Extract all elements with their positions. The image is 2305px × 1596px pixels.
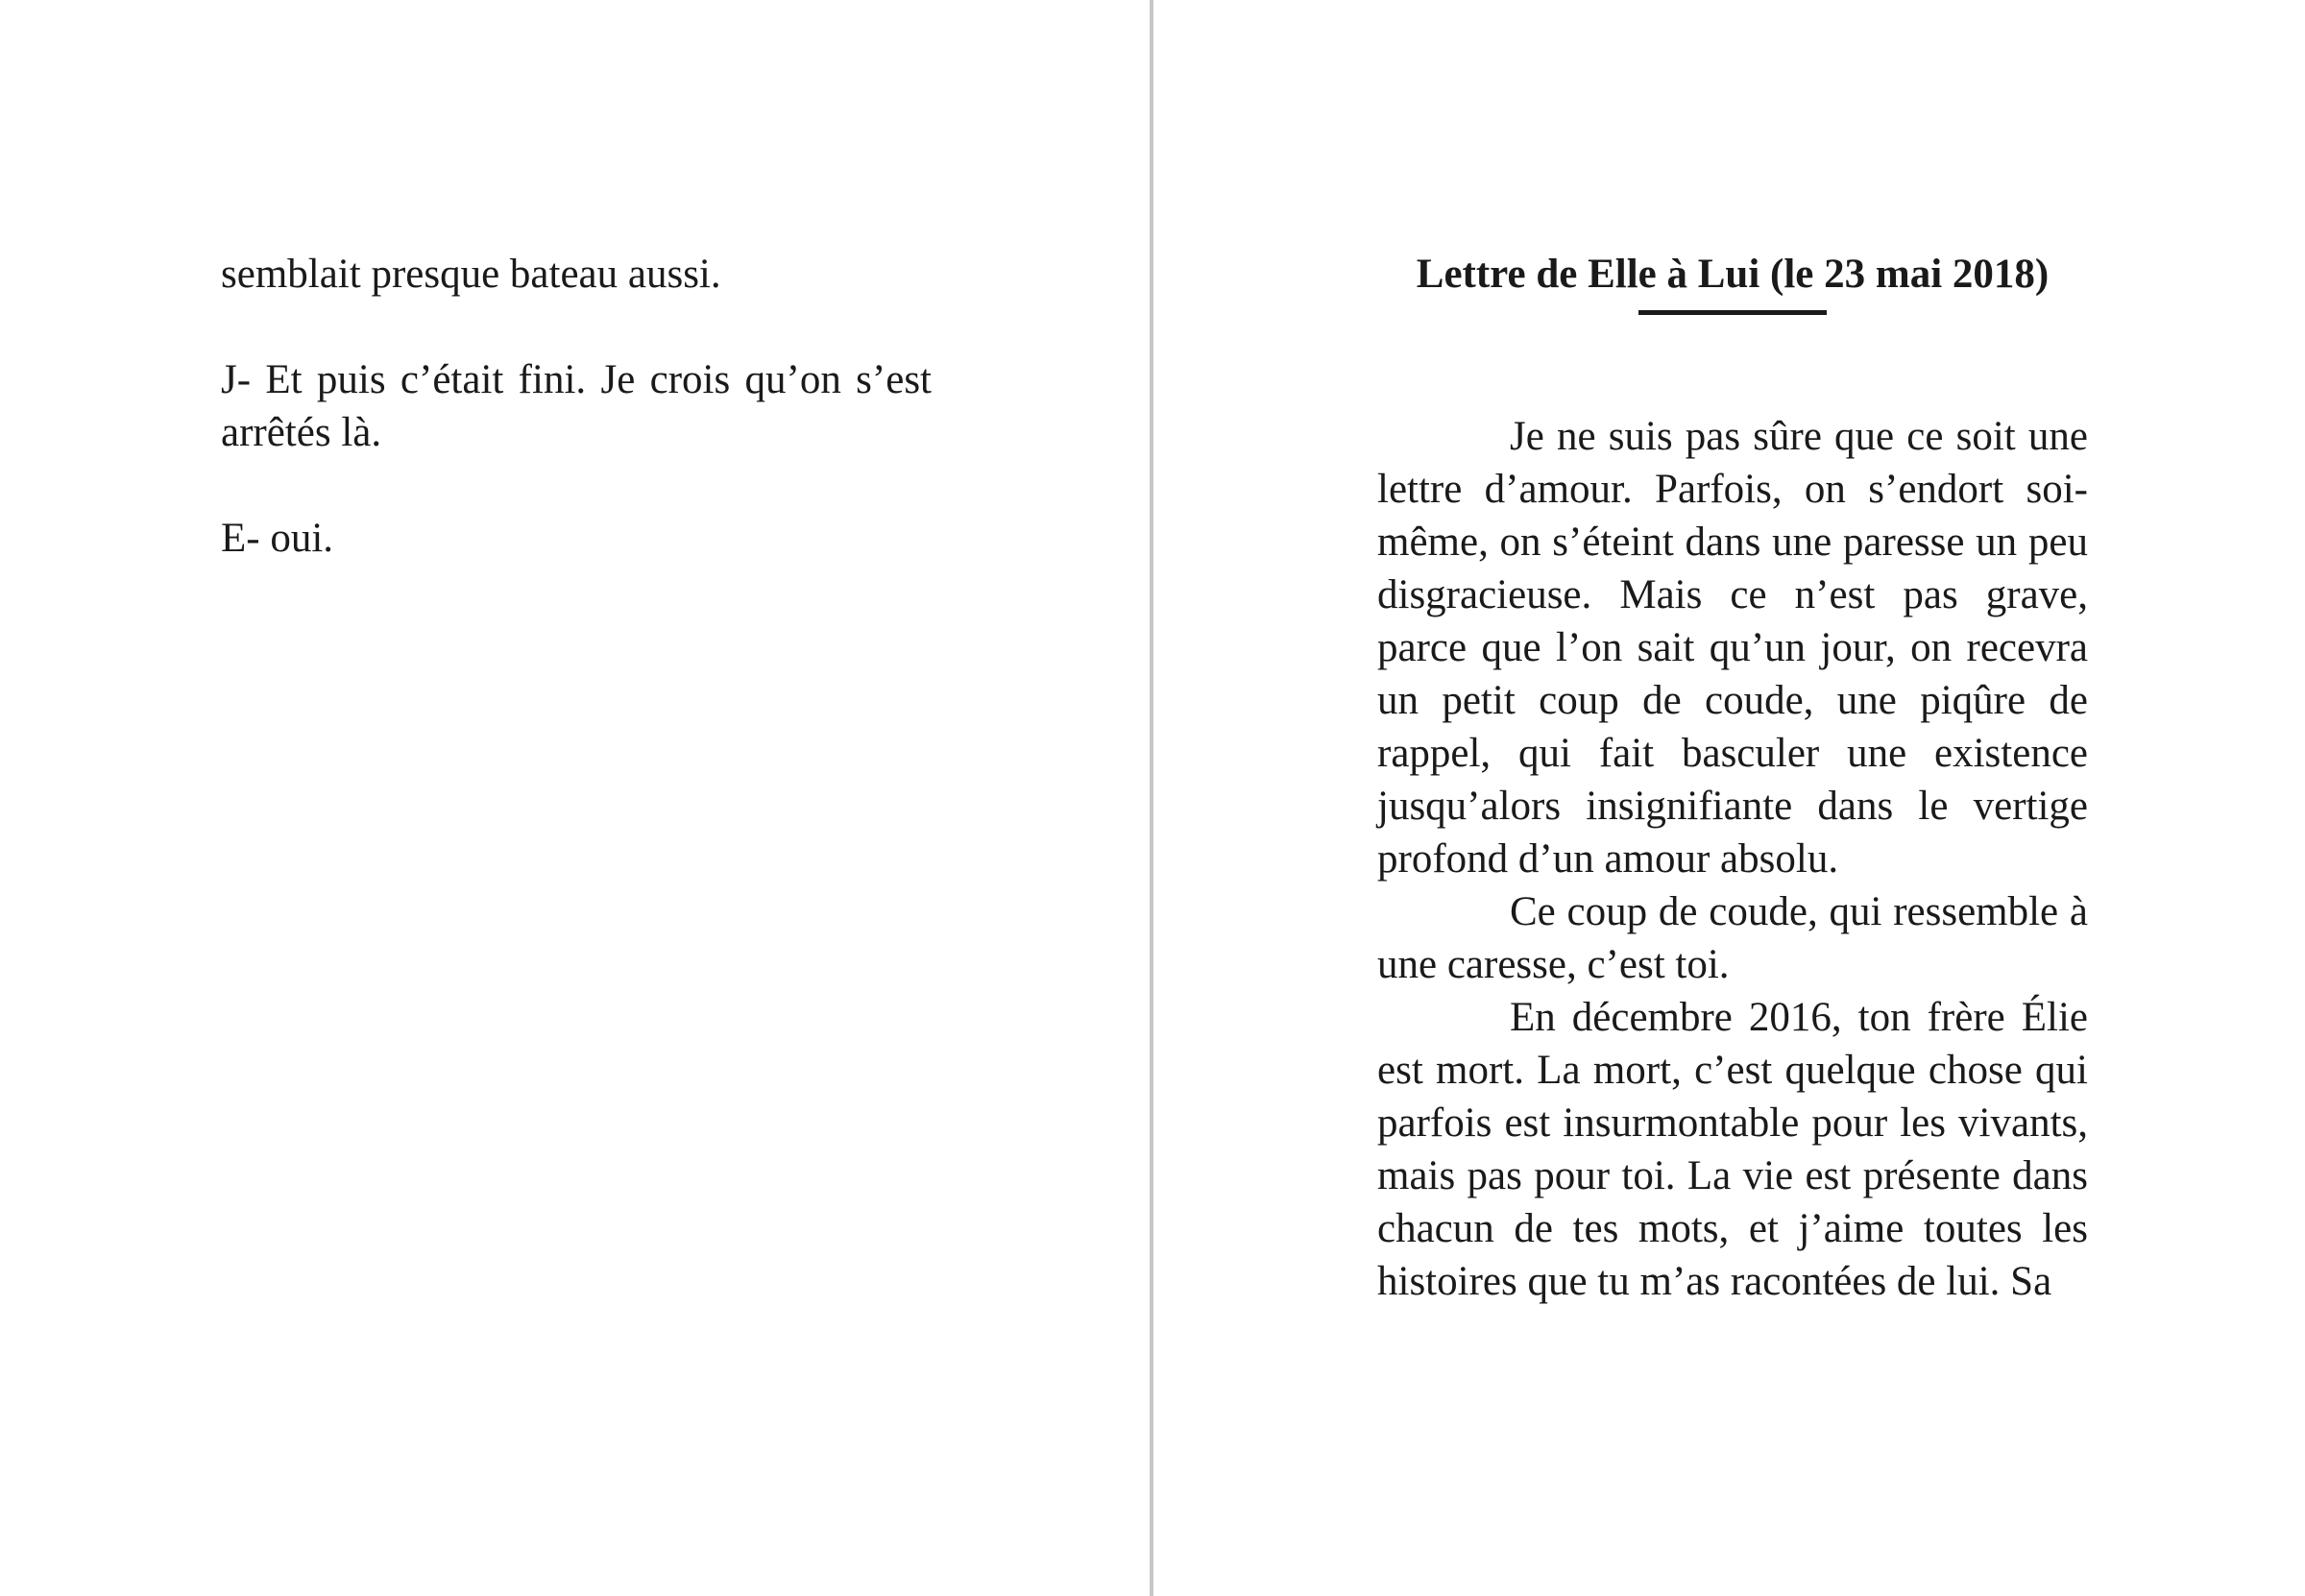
right-text-column [1377, 248, 2088, 1308]
left-text-column [221, 248, 932, 617]
letter-paragraph: En décembre 2016, ton frère Élie est mort. La mort, c’est quelque chose qui parfois est insurmontable pour les vivants, mais pas pour toi. La vie est présente dans chacun de tes mots, et j’aime toutes les histoires que tu m’as racontées de lui. Sa [1377, 995, 2088, 1304]
left-paragraph: E- oui. [221, 516, 334, 561]
right-page [1153, 0, 2305, 1596]
left-paragraph: J- Et puis c’était fini. Je crois qu’on s’est arrêtés là. [221, 357, 932, 455]
letter-body [1377, 410, 2088, 1308]
title-underline-rule [1638, 310, 1827, 315]
letter-paragraph: Je ne suis pas sûre que ce soit une lettre d’amour. Parfois, on s’endort soi-même, on s’éteint dans une paresse un peu disgracieuse. Mais ce n’est pas grave, parce que l’on sait qu’un jour, on recevra un petit coup de coude, une piqûre de rappel, qui fait basculer une existence jusqu’alors insignifiante dans le vertige profond d’un amour absolu. [1377, 414, 2088, 882]
letter-paragraph: Ce coup de coude, qui ressemble à une caresse, c’est toi. [1377, 889, 2088, 987]
left-paragraph: semblait presque bateau aussi. [221, 252, 721, 297]
left-page [0, 0, 1150, 1596]
letter-title: Lettre de Elle à Lui (le 23 mai 2018) [1416, 252, 2050, 297]
